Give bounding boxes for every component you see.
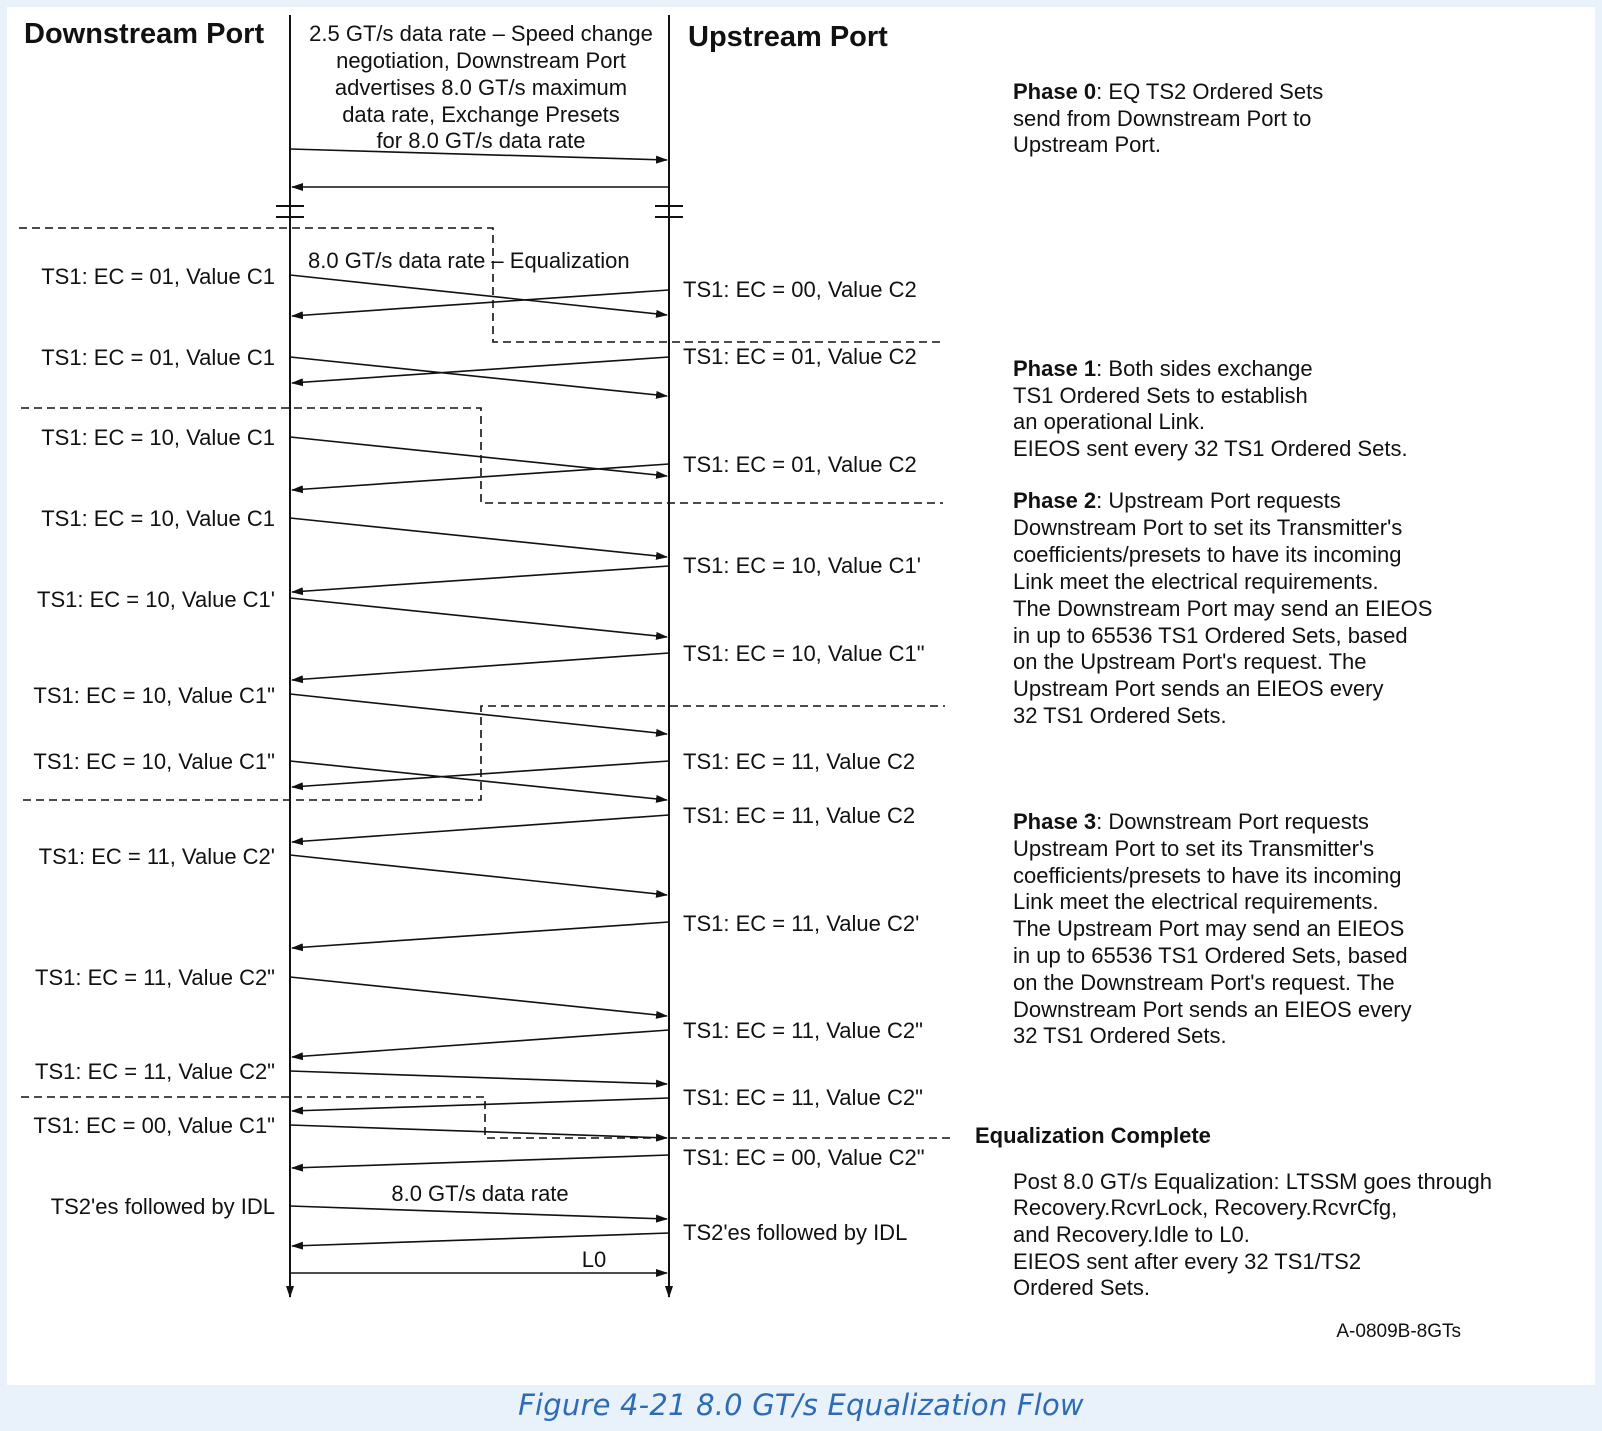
upstream-message-label: TS1: EC = 11, Value C2" [683,1018,923,1043]
message-arrow [292,653,669,680]
downstream-message-label: TS1: EC = 01, Value C1 [41,345,275,370]
upstream-message-label: TS1: EC = 01, Value C2 [683,452,917,477]
phase2-line: Downstream Port to set its Transmitter's [1013,515,1403,540]
svg-text:Phase 0: EQ TS2 Ordered Sets [1013,79,1323,104]
upstream-message-label: TS1: EC = 11, Value C2' [683,911,920,936]
downstream-message-label: TS1: EC = 10, Value C1 [41,506,275,531]
message-arrow [292,357,669,383]
phase2-line: in up to 65536 TS1 Ordered Sets, based [1013,623,1408,648]
phase1-line: an operational Link. [1013,409,1206,434]
phase3-line: The Upstream Port may send an EIEOS [1013,916,1405,941]
message-arrows [290,149,669,1273]
phase2-line: 32 TS1 Ordered Sets. [1013,703,1227,728]
speed-note-line: 2.5 GT/s data rate – Speed change [309,21,653,46]
message-arrow [290,437,667,476]
message-arrow [290,977,667,1016]
upstream-message-label: TS1: EC = 10, Value C1" [683,641,925,666]
speed-note-line: negotiation, Downstream Port [336,48,626,73]
downstream-message-label: TS1: EC = 11, Value C2" [35,965,275,990]
upstream-message-label: TS1: EC = 11, Value C2 [683,803,916,828]
downstream-message-label: TS1: EC = 10, Value C1" [33,683,275,708]
phase2-line: coefficients/presets to have its incoming [1013,542,1402,567]
speed-change-note [309,21,653,153]
message-arrow [290,855,667,895]
phase1-title: Phase 1 [1013,356,1097,381]
message-arrow [290,518,667,557]
message-arrow [290,357,667,396]
message-arrow [292,1030,669,1057]
downstream-message-label: TS1: EC = 11, Value C2" [35,1059,275,1084]
phase3-line: in up to 65536 TS1 Ordered Sets, based [1013,943,1408,968]
downstream-message-label: TS1: EC = 11, Value C2' [38,844,275,869]
phase1-line: TS1 Ordered Sets to establish [1013,383,1308,408]
speed-note-line: advertises 8.0 GT/s maximum [334,75,628,100]
downstream-message-label: TS1: EC = 01, Value C1 [41,264,275,289]
message-arrow [290,761,667,800]
phase3-line: Downstream Port sends an EIEOS every [1013,997,1412,1022]
speed-note-line: for 8.0 GT/s data rate [376,128,586,153]
phase0-line: : EQ TS2 Ordered Sets [1096,79,1324,104]
phase3-line: Upstream Port to set its Transmitter's [1013,836,1375,861]
svg-text:Phase 3: Downstream Port reque [1013,809,1369,834]
phase3-line: : Downstream Port requests [1096,809,1369,834]
post-eq-line: EIEOS sent after every 32 TS1/TS2 [1013,1249,1362,1274]
equalization-rate-label: 8.0 GT/s data rate – Equalization [308,248,630,273]
phase2-line: Upstream Port sends an EIEOS every [1013,676,1384,701]
phase2-title: Phase 2 [1013,488,1097,513]
phase3-description [1013,809,1412,1048]
phase2-line: on the Upstream Port's request. The [1013,649,1367,674]
phase3-line: 32 TS1 Ordered Sets. [1013,1023,1227,1048]
message-arrow [290,694,667,734]
upstream-message-label: TS1: EC = 01, Value C2 [683,344,917,369]
equalization-complete-label: Equalization Complete [975,1123,1211,1148]
message-arrow [292,566,669,592]
downstream-message-label: TS1: EC = 10, Value C1 [41,425,275,450]
upstream-message-label: TS1: EC = 10, Value C1' [683,553,921,578]
message-arrow [290,1125,667,1138]
phase0-line: send from Downstream Port to [1013,106,1312,131]
phase1-line: EIEOS sent every 32 TS1 Ordered Sets. [1013,436,1408,461]
phase3-line: Link meet the electrical requirements. [1013,889,1379,914]
message-arrow [292,290,669,316]
downstream-message-label: TS2'es followed by IDL [50,1194,275,1219]
message-arrow [292,1098,669,1111]
message-arrow [292,922,669,948]
phase2-line: Link meet the electrical requirements. [1013,569,1379,594]
figure-caption: Figure 4-21 8.0 GT/s Equalization Flow [518,1388,1084,1422]
post-eq-line: Post 8.0 GT/s Equalization: LTSSM goes through [1013,1169,1492,1194]
phase2-description [1013,488,1432,728]
diagram-frame [7,7,1595,1385]
phase3-line: on the Downstream Port's request. The [1013,970,1395,995]
phase2-line: The Downstream Port may send an EIEOS [1013,596,1433,621]
figure-id-label: A-0809B-8GTs [1336,1321,1461,1342]
speed-note-line: data rate, Exchange Presets [342,102,620,127]
message-arrow [290,598,667,637]
phase2-line: : Upstream Port requests [1096,488,1341,513]
phase3-title: Phase 3 [1013,809,1097,834]
downstream-message-label: TS1: EC = 10, Value C1' [37,587,275,612]
message-arrow [290,275,667,315]
equalization-flow-diagram [7,7,1595,1385]
phase1-description [1013,356,1408,461]
message-arrow [290,1071,667,1084]
lifeline-break-marks [276,206,683,217]
svg-text:Phase 1: Both sides exchange [1013,356,1313,381]
post-eq-line: Ordered Sets. [1013,1275,1150,1300]
message-arrow [292,1233,669,1246]
svg-text:Phase 2: Upstream Port request [1013,488,1341,513]
message-arrow [292,1155,669,1168]
upstream-messages [683,277,925,1245]
post-eq-line: Recovery.RcvrLock, Recovery.RcvrCfg, [1013,1195,1398,1220]
upstream-port-header: Upstream Port [688,21,888,53]
phase0-description [1013,79,1323,157]
downstream-message-label: TS1: EC = 10, Value C1" [33,749,275,774]
message-arrow [290,1206,667,1219]
upstream-message-label: TS1: EC = 11, Value C2 [683,749,916,774]
phase1-line: : Both sides exchange [1096,356,1313,381]
phase0-line: Upstream Port. [1013,132,1161,157]
post-equalization-description [1013,1169,1492,1300]
l0-label: L0 [581,1247,607,1272]
post-eq-line: and Recovery.Idle to L0. [1013,1222,1250,1247]
upstream-message-label: TS1: EC = 00, Value C2" [683,1145,925,1170]
phase0-title: Phase 0 [1013,79,1097,104]
upstream-message-label: TS1: EC = 00, Value C2 [683,277,917,302]
downstream-message-label: TS1: EC = 00, Value C1" [33,1113,275,1138]
message-arrow [292,815,669,842]
upstream-message-label: TS2'es followed by IDL [683,1220,908,1245]
final-rate-label: 8.0 GT/s data rate [391,1181,569,1206]
upstream-message-label: TS1: EC = 11, Value C2" [683,1085,923,1110]
phase3-line: coefficients/presets to have its incoming [1013,863,1402,888]
downstream-port-header: Downstream Port [24,18,265,50]
